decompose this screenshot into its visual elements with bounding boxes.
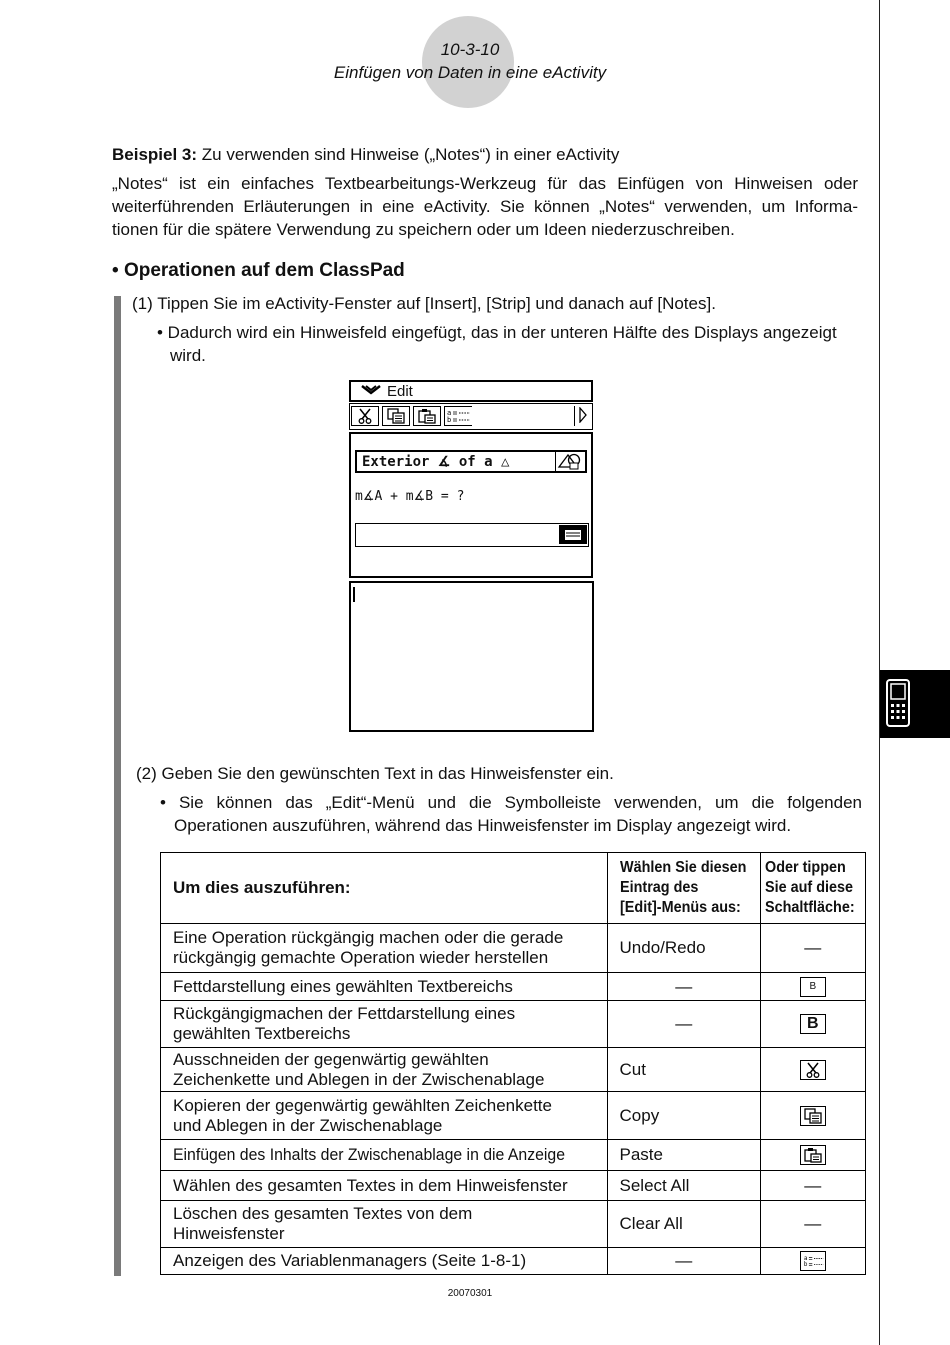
scroll-right-icon (578, 407, 588, 423)
header-circle (422, 16, 514, 108)
table-row: Kopieren der gegenwärtig gewählten Zeichenkette und Ablegen in der Zwischenablage Copy (161, 1092, 866, 1140)
table-row: Ausschneiden der gegenwärtig gewählten Zeichenkette und Ablegen in der Zwischenablage Cut (161, 1048, 866, 1092)
expression-input[interactable] (355, 523, 589, 547)
menu-clear-all: Clear All (607, 1201, 760, 1248)
svg-text:a: a (446, 409, 451, 417)
table-header-row (161, 853, 866, 924)
toolbar-variable-manager-button[interactable] (444, 406, 472, 426)
scissors-icon (357, 408, 373, 424)
variable-manager-icon (800, 1251, 826, 1271)
table-row: Löschen des gesamten Textes von dem Hinweisfenster Clear All — (161, 1201, 866, 1248)
header-menu: Wählen Sie diesen Eintrag des [Edit]-Menüs aus: (607, 853, 760, 924)
intro-line-3: tionen für die spätere Verwendung zu speichern oder um Ideen niederzuschreiben. (112, 220, 735, 239)
menu-cut: Cut (607, 1048, 760, 1092)
keyboard-icon (559, 525, 587, 544)
menu-paste: Paste (607, 1140, 760, 1171)
geometry-icon[interactable] (555, 452, 584, 471)
bold-small-icon: B (800, 977, 826, 997)
svg-text:b: b (446, 416, 451, 424)
menu-select-all: Select All (607, 1171, 760, 1201)
table-row: Einfügen des Inhalts der Zwischenablage in die Anzeige Paste (161, 1140, 866, 1171)
intro-line-1: „Notes“ ist ein einfaches Textbearbeitungs-Werkzeug für das Einfügen von Hinweisen oder (112, 174, 858, 193)
page-number: 10-3-10 (440, 40, 500, 59)
step-1-note-line-1: • Dadurch wird ein Hinweisfeld eingefügt, das in der unteren Hälfte des Displays angezeigt (157, 323, 837, 342)
step-2-note-line-2: Operationen auszuführen, während das Hinweisfenster im Display angezeigt wird. (174, 816, 792, 835)
toolbar (349, 403, 593, 430)
chapter-tab (880, 670, 950, 738)
button-cell-empty: — (761, 924, 866, 973)
menu-chevron-icon (361, 385, 381, 397)
header-action: Um dies auszuführen: (161, 853, 608, 924)
strip-title: Exterior ∡ of a △ (362, 454, 510, 470)
notes-window[interactable] (349, 581, 594, 732)
example-text: Zu verwenden sind Hinweise („Notes“) in einer eActivity (201, 145, 620, 164)
step-2-note-line-1: • Sie können das „Edit“-Menü und die Symbolleiste verwenden, um die folgenden (160, 793, 862, 812)
operations-table (160, 852, 866, 1275)
section-heading (112, 260, 405, 282)
table-row: Eine Operation rückgängig machen oder die gerade rückgängig gemachte Operation wieder herstellen Undo/Redo — (161, 924, 866, 973)
toolbar-scroll-right[interactable] (574, 406, 591, 426)
page-subtitle: Einfügen von Daten in eine eActivity (333, 63, 607, 82)
variable-manager-icon (446, 408, 472, 424)
copy-icon (800, 1106, 826, 1126)
svg-text:a: a (803, 1256, 808, 1263)
bold-large-icon: B (800, 1014, 826, 1034)
toolbar-copy-button[interactable] (382, 406, 410, 426)
step-2: (2) Geben Sie den gewünschten Text in das Hinweisfenster ein. (136, 764, 614, 783)
section-sidebar-bar (114, 296, 121, 1276)
example-label: Beispiel 3: (112, 145, 198, 164)
menu-copy: Copy (607, 1092, 760, 1140)
table-row: Fettdarstellung eines gewählten Textbereichs — B (161, 973, 866, 1001)
header-button: Oder tippen Sie auf diese Schaltfläche: (761, 853, 866, 924)
keyboard-button[interactable] (559, 525, 587, 544)
svg-text:b: b (803, 1262, 808, 1269)
menu-undo-redo: Undo/Redo (607, 924, 760, 973)
menu-bar[interactable] (349, 380, 593, 402)
calculator-icon (886, 679, 910, 727)
copy-icon (387, 408, 405, 424)
scissors-icon (800, 1060, 826, 1080)
paste-icon (418, 408, 436, 424)
menu-edit[interactable]: Edit (387, 383, 413, 400)
eactivity-window (349, 432, 593, 578)
toolbar-cut-button[interactable] (351, 406, 379, 426)
step-1: (1) Tippen Sie im eActivity-Fenster auf [Insert], [Strip] und danach auf [Notes]. (132, 294, 716, 313)
text-cursor (353, 587, 355, 602)
step-1-note-line-2: wird. (170, 346, 206, 365)
paste-icon (800, 1145, 826, 1165)
table-row: Anzeigen des Variablenmanagers (Seite 1-8-1) — a b (161, 1248, 866, 1275)
example-heading (112, 143, 619, 166)
toolbar-paste-button[interactable] (413, 406, 441, 426)
table-row: Wählen des gesamten Textes in dem Hinweisfenster Select All — (161, 1171, 866, 1201)
strip-title-bar[interactable] (355, 450, 587, 473)
section-bullet: • (112, 260, 119, 281)
table-row: Rückgängigmachen der Fettdarstellung eines gewählten Textbereichs — B (161, 1001, 866, 1048)
section-title: Operationen auf dem ClassPad (123, 260, 405, 281)
footer-code: 20070301 (447, 1288, 493, 1299)
strip-expression: m∡A + m∡B = ? (355, 489, 465, 504)
intro-line-2: weiterführenden Erläuterungen in eine eActivity. Sie können „Notes“ verwenden, um Informa- (112, 197, 858, 216)
